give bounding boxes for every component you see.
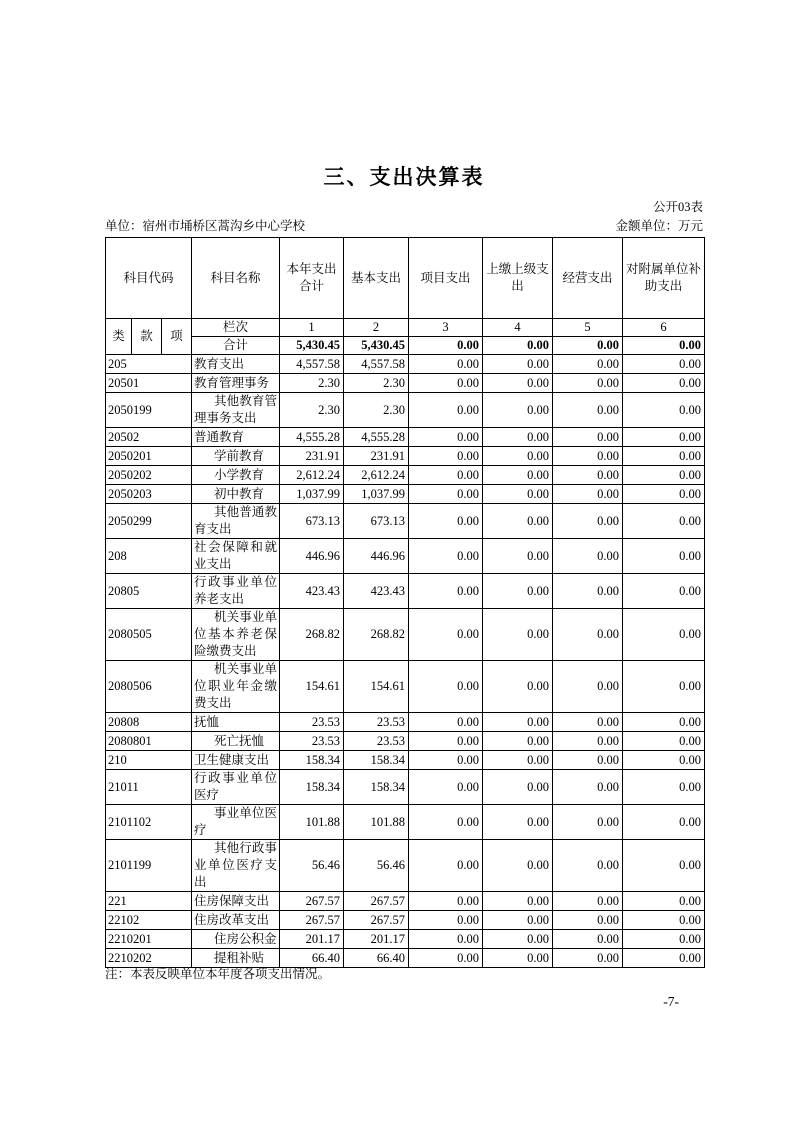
amount-cell: 23.53 (344, 713, 409, 732)
subject-code-cell: 2210201 (106, 930, 192, 949)
amount-cell: 0.00 (483, 504, 553, 539)
amount-cell: 0.00 (409, 393, 483, 428)
subject-name-cell: 教育支出 (192, 355, 280, 374)
table-note: 注：本表反映单位本年度各项支出情况。 (105, 967, 331, 981)
amount-cell: 154.61 (344, 661, 409, 713)
amount-cell: 0.00 (409, 930, 483, 949)
column-number: 6 (623, 319, 705, 337)
table-row (106, 447, 705, 466)
subject-code-cell: 205 (106, 355, 192, 374)
total-amount-cell: 0.00 (623, 337, 705, 355)
amount-cell: 268.82 (280, 609, 344, 661)
total-row-label: 合计 (192, 337, 280, 355)
subject-name-cell: 卫生健康支出 (192, 751, 280, 770)
column-index-row (106, 319, 705, 337)
amount-cell: 0.00 (553, 539, 623, 574)
amount-cell: 0.00 (623, 447, 705, 466)
amount-cell: 673.13 (280, 504, 344, 539)
subject-code-header: 科目代码 (106, 238, 192, 319)
amount-cell: 0.00 (553, 732, 623, 751)
amount-cell: 267.57 (344, 911, 409, 930)
table-row (106, 374, 705, 393)
amount-cell: 0.00 (623, 374, 705, 393)
amount-cell: 267.57 (344, 892, 409, 911)
amount-cell: 0.00 (553, 892, 623, 911)
amount-cell: 0.00 (553, 930, 623, 949)
amount-cell: 0.00 (623, 911, 705, 930)
amount-cell: 0.00 (553, 840, 623, 892)
table-row (106, 466, 705, 485)
subject-name-header: 科目名称 (192, 238, 280, 319)
subject-code-cell: 20502 (106, 428, 192, 447)
amount-cell: 0.00 (553, 609, 623, 661)
amount-cell: 0.00 (409, 713, 483, 732)
amount-cell: 0.00 (623, 840, 705, 892)
table-row (106, 609, 705, 661)
table-row (106, 840, 705, 892)
table-row (106, 393, 705, 428)
amount-cell: 0.00 (409, 661, 483, 713)
amount-cell: 0.00 (483, 911, 553, 930)
table-header-row (106, 238, 705, 319)
subject-code-cell: 20805 (106, 574, 192, 609)
amount-cell: 0.00 (553, 466, 623, 485)
table-row (106, 770, 705, 805)
amount-cell: 158.34 (344, 751, 409, 770)
total-amount-cell: 0.00 (483, 337, 553, 355)
subject-code-cell: 20501 (106, 374, 192, 393)
amount-cell: 0.00 (553, 374, 623, 393)
amount-cell: 0.00 (623, 504, 705, 539)
amount-cell: 154.61 (280, 661, 344, 713)
subject-name-cell: 住房改革支出 (192, 911, 280, 930)
subject-name-cell: 住房保障支出 (192, 892, 280, 911)
amount-cell: 0.00 (483, 661, 553, 713)
amount-cell: 0.00 (409, 447, 483, 466)
amount-cell: 0.00 (623, 428, 705, 447)
total-amount-cell: 0.00 (409, 337, 483, 355)
amount-cell: 0.00 (553, 393, 623, 428)
amount-cell: 0.00 (409, 355, 483, 374)
table-row (106, 661, 705, 713)
subject-code-cell: 2050202 (106, 466, 192, 485)
amount-cell: 446.96 (280, 539, 344, 574)
amount-cell: 0.00 (409, 574, 483, 609)
amount-cell: 423.43 (280, 574, 344, 609)
amount-cell: 0.00 (553, 661, 623, 713)
amount-cell: 0.00 (409, 609, 483, 661)
code-sub-header-item: 项 (162, 319, 192, 355)
subject-name-cell: 社会保障和就业支出 (192, 539, 280, 574)
amount-cell: 0.00 (553, 713, 623, 732)
subject-code-cell: 2080506 (106, 661, 192, 713)
amount-cell: 0.00 (623, 393, 705, 428)
subject-name-cell: 教育管理事务 (192, 374, 280, 393)
total-amount-cell: 5,430.45 (344, 337, 409, 355)
amount-cell: 101.88 (344, 805, 409, 840)
amount-cell: 0.00 (409, 949, 483, 968)
amount-cell: 0.00 (483, 949, 553, 968)
subject-name-cell: 学前教育 (192, 447, 280, 466)
amount-cell: 0.00 (623, 805, 705, 840)
code-sub-header-section: 款 (132, 319, 162, 355)
amount-cell: 56.46 (344, 840, 409, 892)
column-header-current-year-total: 本年支出合计 (280, 238, 344, 319)
amount-cell: 201.17 (344, 930, 409, 949)
amount-cell: 0.00 (483, 374, 553, 393)
subject-name-cell: 抚恤 (192, 713, 280, 732)
total-amount-cell: 5,430.45 (280, 337, 344, 355)
amount-cell: 0.00 (483, 751, 553, 770)
subject-name-cell: 普通教育 (192, 428, 280, 447)
amount-cell: 0.00 (483, 428, 553, 447)
subject-code-cell: 2101199 (106, 840, 192, 892)
column-header-basic-expenditure: 基本支出 (344, 238, 409, 319)
amount-cell: 56.46 (280, 840, 344, 892)
subject-name-cell: 其他普通教育支出 (192, 504, 280, 539)
amount-cell: 0.00 (483, 539, 553, 574)
amount-cell: 423.43 (344, 574, 409, 609)
amount-cell: 0.00 (623, 609, 705, 661)
subject-name-cell: 其他教育管理事务支出 (192, 393, 280, 428)
amount-cell: 268.82 (344, 609, 409, 661)
subject-name-cell: 行政事业单位医疗 (192, 770, 280, 805)
amount-cell: 0.00 (553, 770, 623, 805)
amount-cell: 158.34 (280, 770, 344, 805)
table-row (106, 504, 705, 539)
amount-cell: 0.00 (483, 466, 553, 485)
column-header-upturned-expenditure: 上缴上级支出 (483, 238, 553, 319)
subject-name-cell: 其他行政事业单位医疗支出 (192, 840, 280, 892)
amount-cell: 0.00 (409, 504, 483, 539)
table-row (106, 911, 705, 930)
amount-cell: 267.57 (280, 911, 344, 930)
column-header-operating-expenditure: 经营支出 (553, 238, 623, 319)
amount-cell: 2.30 (280, 374, 344, 393)
subject-name-cell: 小学教育 (192, 466, 280, 485)
amount-cell: 0.00 (623, 892, 705, 911)
amount-cell: 0.00 (623, 466, 705, 485)
subject-code-cell: 20808 (106, 713, 192, 732)
total-row (106, 337, 705, 355)
amount-cell: 0.00 (409, 485, 483, 504)
amount-cell: 0.00 (553, 485, 623, 504)
column-number: 5 (553, 319, 623, 337)
amount-cell: 0.00 (553, 428, 623, 447)
amount-cell: 0.00 (553, 355, 623, 374)
amount-cell: 0.00 (483, 447, 553, 466)
table-row (106, 539, 705, 574)
table-row (106, 713, 705, 732)
subject-code-cell: 210 (106, 751, 192, 770)
amount-cell: 0.00 (553, 447, 623, 466)
amount-cell: 158.34 (344, 770, 409, 805)
amount-cell: 0.00 (409, 428, 483, 447)
subject-code-cell: 2080505 (106, 609, 192, 661)
table-row (106, 574, 705, 609)
subject-name-cell: 行政事业单位养老支出 (192, 574, 280, 609)
amount-cell: 4,557.58 (280, 355, 344, 374)
page-title: 三、支出决算表 (323, 166, 485, 189)
table-row (106, 732, 705, 751)
amount-cell: 2.30 (344, 393, 409, 428)
amount-cell: 0.00 (409, 840, 483, 892)
page-number: -7- (663, 994, 679, 1009)
amount-cell: 1,037.99 (344, 485, 409, 504)
table-row (106, 805, 705, 840)
amount-cell: 0.00 (623, 713, 705, 732)
amount-cell: 231.91 (344, 447, 409, 466)
amount-cell: 0.00 (409, 892, 483, 911)
column-index-label: 栏次 (192, 319, 280, 337)
unit-label: 单位：宿州市埇桥区蒿沟乡中心学校 (105, 219, 306, 233)
amount-cell: 446.96 (344, 539, 409, 574)
amount-cell: 23.53 (280, 732, 344, 751)
amount-cell: 0.00 (483, 355, 553, 374)
amount-cell: 0.00 (623, 732, 705, 751)
subject-code-cell: 21011 (106, 770, 192, 805)
table-row (106, 485, 705, 504)
subject-name-cell: 住房公积金 (192, 930, 280, 949)
subject-code-cell: 2050199 (106, 393, 192, 428)
expenditure-table (105, 237, 705, 968)
amount-cell: 0.00 (623, 751, 705, 770)
column-number: 2 (344, 319, 409, 337)
amount-cell: 0.00 (483, 393, 553, 428)
amount-cell: 23.53 (344, 732, 409, 751)
amount-cell: 23.53 (280, 713, 344, 732)
subject-name-cell: 机关事业单位基本养老保险缴费支出 (192, 609, 280, 661)
subject-code-cell: 22102 (106, 911, 192, 930)
amount-cell: 0.00 (483, 930, 553, 949)
subject-code-cell: 2101102 (106, 805, 192, 840)
amount-cell: 0.00 (623, 661, 705, 713)
table-row (106, 355, 705, 374)
amount-cell: 0.00 (553, 949, 623, 968)
form-code: 公开03表 (652, 200, 703, 214)
amount-cell: 0.00 (409, 539, 483, 574)
amount-cell: 0.00 (409, 805, 483, 840)
amount-cell: 1,037.99 (280, 485, 344, 504)
table-row (106, 930, 705, 949)
subject-name-cell: 机关事业单位职业年金缴费支出 (192, 661, 280, 713)
column-header-subsidy-to-affiliates: 对附属单位补助支出 (623, 238, 705, 319)
amount-cell: 66.40 (280, 949, 344, 968)
amount-cell: 0.00 (553, 574, 623, 609)
amount-cell: 0.00 (553, 911, 623, 930)
amount-cell: 2,612.24 (344, 466, 409, 485)
amount-cell: 0.00 (483, 609, 553, 661)
column-number: 1 (280, 319, 344, 337)
amount-cell: 4,557.58 (344, 355, 409, 374)
column-number: 3 (409, 319, 483, 337)
amount-cell: 673.13 (344, 504, 409, 539)
subject-name-cell: 初中教育 (192, 485, 280, 504)
amount-cell: 0.00 (623, 949, 705, 968)
amount-cell: 0.00 (483, 713, 553, 732)
amount-cell: 0.00 (409, 770, 483, 805)
subject-code-cell: 2050299 (106, 504, 192, 539)
amount-cell: 0.00 (409, 466, 483, 485)
amount-cell: 4,555.28 (280, 428, 344, 447)
amount-cell: 0.00 (483, 574, 553, 609)
amount-cell: 0.00 (409, 751, 483, 770)
amount-cell: 158.34 (280, 751, 344, 770)
subject-name-cell: 事业单位医疗 (192, 805, 280, 840)
subject-code-cell: 221 (106, 892, 192, 911)
code-sub-header-class: 类 (106, 319, 132, 355)
subject-code-cell: 2050203 (106, 485, 192, 504)
subject-code-cell: 2080801 (106, 732, 192, 751)
amount-cell: 2.30 (280, 393, 344, 428)
amount-cell: 2,612.24 (280, 466, 344, 485)
amount-cell: 231.91 (280, 447, 344, 466)
subject-code-cell: 208 (106, 539, 192, 574)
subject-code-cell: 2210202 (106, 949, 192, 968)
amount-cell: 0.00 (623, 539, 705, 574)
table-row (106, 428, 705, 447)
amount-cell: 0.00 (623, 355, 705, 374)
table-row (106, 751, 705, 770)
amount-cell: 0.00 (623, 485, 705, 504)
amount-cell: 0.00 (623, 770, 705, 805)
meta-line (105, 216, 703, 234)
subject-code-cell: 2050201 (106, 447, 192, 466)
amount-cell: 0.00 (409, 374, 483, 393)
amount-cell: 0.00 (483, 840, 553, 892)
table-body (106, 355, 705, 968)
amount-cell: 4,555.28 (344, 428, 409, 447)
amount-cell: 2.30 (344, 374, 409, 393)
amount-cell: 201.17 (280, 930, 344, 949)
table-row (106, 892, 705, 911)
subject-name-cell: 死亡抚恤 (192, 732, 280, 751)
amount-cell: 0.00 (483, 805, 553, 840)
amount-cell: 0.00 (483, 485, 553, 504)
amount-cell: 0.00 (623, 930, 705, 949)
amount-cell: 0.00 (409, 732, 483, 751)
column-number: 4 (483, 319, 553, 337)
amount-cell: 0.00 (553, 504, 623, 539)
amount-cell: 0.00 (483, 732, 553, 751)
amount-cell: 267.57 (280, 892, 344, 911)
amount-cell: 0.00 (483, 892, 553, 911)
amount-cell: 0.00 (553, 805, 623, 840)
amount-cell: 101.88 (280, 805, 344, 840)
amount-cell: 0.00 (409, 911, 483, 930)
amount-cell: 0.00 (623, 574, 705, 609)
amount-cell: 0.00 (483, 770, 553, 805)
amount-cell: 0.00 (553, 751, 623, 770)
amount-cell: 66.40 (344, 949, 409, 968)
amount-unit-label: 金额单位：万元 (615, 219, 703, 233)
total-amount-cell: 0.00 (553, 337, 623, 355)
column-header-project-expenditure: 项目支出 (409, 238, 483, 319)
subject-name-cell: 提租补贴 (192, 949, 280, 968)
